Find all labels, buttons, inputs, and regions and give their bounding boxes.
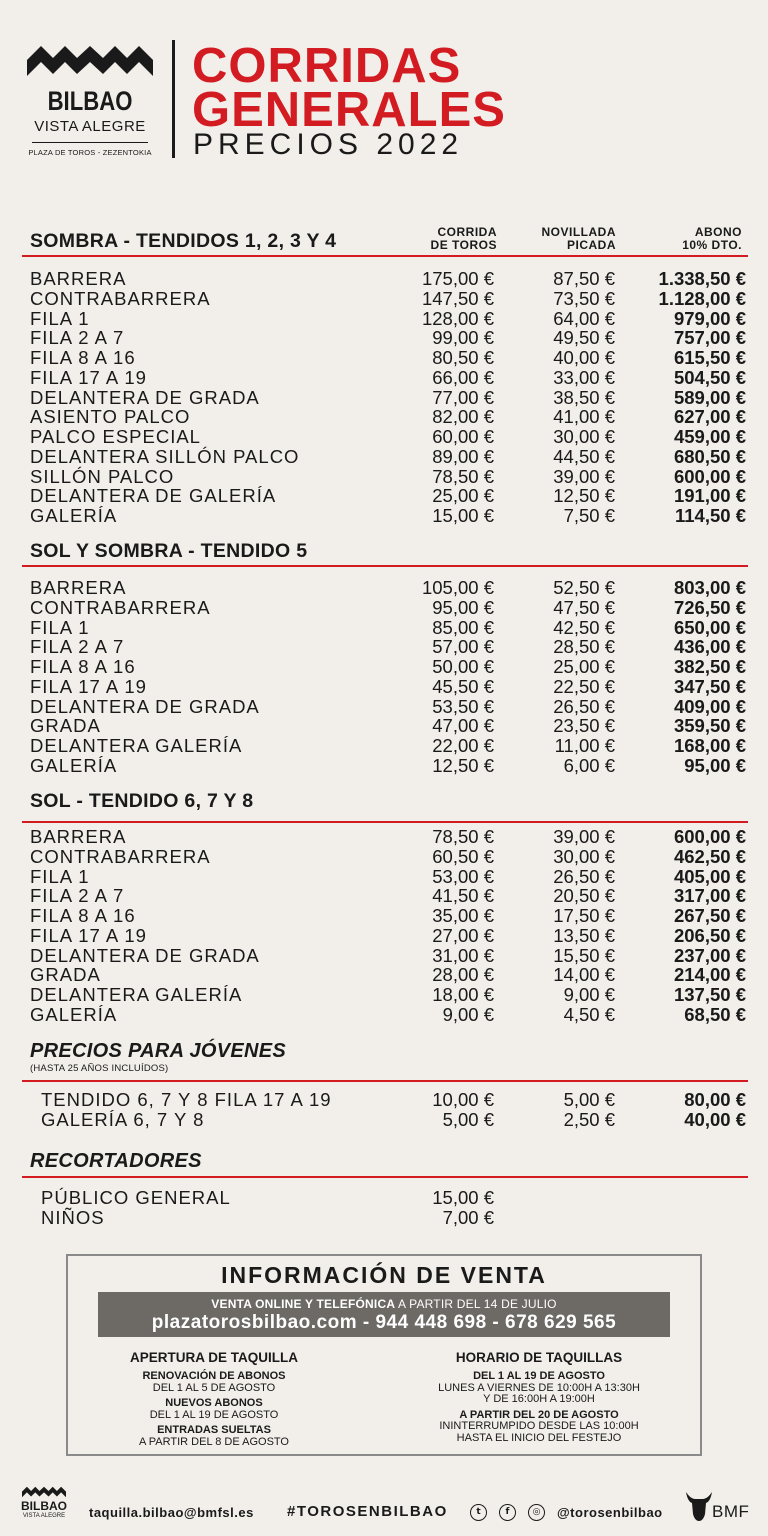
price-row: [0, 347, 768, 367]
seat-label: GALERÍA: [30, 754, 118, 776]
price-abono: 317,00 €: [673, 885, 746, 907]
price-row: [0, 984, 768, 1004]
price-novillada: 47,50 €: [553, 596, 615, 618]
online-sales-band: [98, 1292, 670, 1337]
price-novillada: 26,50 €: [553, 695, 615, 717]
price-abono: 600,00 €: [673, 826, 746, 847]
price-abono: 114,50 €: [675, 505, 746, 526]
facebook-icon[interactable]: f: [499, 1504, 516, 1521]
price-novillada: 73,50 €: [553, 287, 615, 309]
hours-item-text: LUNES A VIERNES DE 10:00H A 13:30H: [438, 1381, 640, 1394]
price-abono: 80,00 €: [684, 1089, 746, 1110]
logo-subtitle: VISTA ALEGRE: [34, 118, 146, 135]
box-office-hours-title: HORARIO DE TAQUILLAS: [455, 1350, 623, 1365]
price-corrida: 60,50 €: [432, 845, 494, 867]
seat-label: GALERÍA: [30, 505, 118, 526]
price-abono: 237,00 €: [673, 944, 746, 966]
seat-label: FILA 1: [30, 307, 90, 329]
brand-name: BMF: [712, 1502, 750, 1521]
price-corrida: 41,50 €: [432, 885, 494, 907]
price-novillada: 28,50 €: [553, 636, 615, 658]
price-abono: 650,00 €: [673, 616, 746, 638]
price-row: [0, 925, 768, 945]
price-abono: 347,50 €: [673, 675, 746, 697]
seat-label: NIÑOS: [41, 1206, 105, 1228]
price-corrida: 57,00 €: [432, 636, 494, 658]
price-corrida: 12,50 €: [432, 754, 494, 776]
seat-label: DELANTERA DE GRADA: [30, 386, 260, 408]
box-office-opening-list: [98, 1371, 330, 1448]
sales-info-title: INFORMACIÓN DE VENTA: [221, 1262, 547, 1288]
opening-item-date: DEL 1 AL 19 DE AGOSTO: [149, 1408, 279, 1421]
section-title: SOL - TENDIDO 6, 7 Y 8: [30, 790, 254, 812]
seat-label: SILLÓN PALCO: [30, 465, 175, 487]
price-row: [0, 696, 768, 716]
price-row: [0, 505, 768, 525]
price-novillada: 14,00 €: [553, 964, 615, 986]
online-sales-date: A PARTIR DEL 14 DE JULIO: [395, 1297, 557, 1311]
seat-label: FILA 8 A 16: [30, 347, 136, 368]
seat-label: FILA 8 A 16: [30, 656, 136, 677]
seat-label: FILA 2 A 7: [30, 636, 125, 658]
price-row: [0, 426, 768, 446]
price-row: [0, 656, 768, 676]
page-title-line2: GENERALES: [192, 83, 506, 137]
price-abono: 627,00 €: [673, 406, 746, 428]
seat-label: BARRERA: [30, 268, 127, 289]
section-divider: [22, 255, 748, 257]
price-novillada: 33,00 €: [553, 366, 615, 388]
instagram-icon[interactable]: ◎: [528, 1504, 545, 1521]
hours-item-text: ININTERRUMPIDO DESDE LAS 10:00H: [439, 1420, 639, 1432]
seat-label: FILA 17 A 19: [30, 366, 147, 388]
price-corrida: 85,00 €: [432, 616, 494, 638]
seat-label: DELANTERA GALERÍA: [30, 984, 243, 1005]
price-abono: 137,50 €: [673, 984, 746, 1005]
seat-label: PALCO ESPECIAL: [30, 426, 201, 447]
price-novillada: 22,50 €: [553, 675, 615, 697]
seat-label: BARRERA: [30, 577, 127, 598]
price-corrida: 105,00 €: [421, 577, 494, 598]
footer-hashtag[interactable]: #TOROSENBILBAO: [287, 1503, 448, 1520]
price-abono: 214,00 €: [673, 964, 746, 986]
price-abono: 267,50 €: [673, 905, 746, 926]
price-corrida: 15,00 €: [432, 1187, 494, 1208]
seat-label: DELANTERA DE GRADA: [30, 944, 260, 966]
price-row: [0, 308, 768, 328]
seat-label: CONTRABARRERA: [30, 596, 211, 618]
seat-label: ASIENTO PALCO: [30, 406, 191, 428]
price-corrida: 78,50 €: [432, 465, 494, 487]
price-corrida: 9,00 €: [442, 1003, 494, 1025]
price-novillada: 4,50 €: [563, 1003, 615, 1025]
price-abono: 409,00 €: [673, 695, 746, 717]
price-abono: 191,00 €: [673, 485, 746, 507]
price-corrida: 53,00 €: [432, 865, 494, 887]
price-row: [0, 735, 768, 755]
column-header-line: NOVILLADA: [541, 225, 616, 239]
seat-label: DELANTERA SILLÓN PALCO: [30, 445, 300, 467]
section-divider: [22, 1080, 748, 1082]
price-abono: 1.338,50 €: [658, 268, 746, 289]
price-abono: 803,00 €: [673, 577, 746, 598]
price-corrida: 28,00 €: [432, 964, 494, 986]
column-header-line: PICADA: [566, 238, 616, 252]
price-row: [0, 577, 768, 597]
price-corrida: 77,00 €: [432, 386, 494, 408]
column-header-line: DE TOROS: [430, 238, 497, 252]
price-novillada: 30,00 €: [553, 426, 615, 447]
online-sales-text: [98, 1297, 670, 1311]
price-novillada: 42,50 €: [553, 616, 615, 638]
seat-label: GALERÍA: [30, 1003, 118, 1025]
price-corrida: 175,00 €: [421, 268, 494, 289]
price-row: [0, 327, 768, 347]
hours-item-text: HASTA EL INICIO DEL FESTEJO: [456, 1431, 622, 1444]
price-novillada: 25,00 €: [553, 656, 615, 677]
bilbao-logo-mark: [27, 46, 153, 76]
price-novillada: 41,00 €: [553, 406, 615, 428]
price-novillada: 39,00 €: [553, 826, 615, 847]
footer-email[interactable]: taquilla.bilbao@bmfsl.es: [89, 1505, 254, 1520]
price-corrida: 5,00 €: [442, 1108, 494, 1130]
price-row: [0, 1187, 768, 1207]
price-row: [0, 387, 768, 407]
online-sales-label: VENTA ONLINE Y TELEFÓNICA: [211, 1297, 396, 1311]
price-row: [0, 466, 768, 486]
price-abono: 459,00 €: [673, 426, 746, 447]
price-abono: 504,50 €: [673, 366, 746, 388]
price-corrida: 95,00 €: [432, 596, 494, 618]
price-novillada: 52,50 €: [553, 577, 615, 598]
footer-logo-mark: [22, 1486, 66, 1498]
opening-item-label: RENOVACIÓN DE ABONOS: [142, 1370, 286, 1382]
column-header-line: CORRIDA: [437, 225, 497, 239]
price-corrida: 45,50 €: [432, 675, 494, 697]
price-abono: 168,00 €: [673, 735, 746, 756]
footer-logo-sub: VISTA ALEGRE: [22, 1513, 66, 1519]
price-corrida: 35,00 €: [432, 905, 494, 926]
price-novillada: 26,50 €: [553, 865, 615, 887]
price-row: [0, 846, 768, 866]
price-novillada: 40,00 €: [553, 347, 615, 368]
hours-item-label: A PARTIR DEL 20 DE AGOSTO: [459, 1408, 619, 1421]
price-corrida: 128,00 €: [421, 307, 494, 329]
price-row: [0, 826, 768, 846]
seat-label: GALERÍA 6, 7 Y 8: [41, 1108, 205, 1130]
price-corrida: 7,00 €: [442, 1206, 494, 1228]
logo-divider: [32, 142, 148, 143]
price-corrida: 22,00 €: [432, 735, 494, 756]
price-row: [0, 485, 768, 505]
box-office-hours-list: [414, 1371, 664, 1444]
seat-label: FILA 17 A 19: [30, 675, 147, 697]
section-divider: [22, 1176, 748, 1178]
logo-place: PLAZA DE TOROS - ZEZENTOKIA: [28, 148, 152, 157]
price-abono: 757,00 €: [673, 327, 746, 349]
price-corrida: 10,00 €: [432, 1089, 494, 1110]
price-row: [0, 964, 768, 984]
price-row: [0, 715, 768, 735]
price-corrida: 78,50 €: [432, 826, 494, 847]
footer: [0, 1480, 768, 1536]
footer-logo-name: BILBAO: [21, 1499, 67, 1513]
seat-label: FILA 2 A 7: [30, 885, 125, 907]
price-row: [0, 1004, 768, 1024]
column-header-novillada: [542, 226, 617, 252]
price-corrida: 27,00 €: [432, 924, 494, 946]
section-title: RECORTADORES: [30, 1150, 202, 1172]
price-abono: 40,00 €: [684, 1108, 746, 1130]
seat-label: FILA 1: [30, 616, 90, 638]
price-novillada: 30,00 €: [553, 845, 615, 867]
opening-item-label: ENTRADAS SUELTAS: [157, 1424, 271, 1436]
section-title: PRECIOS PARA JÓVENES: [30, 1040, 287, 1062]
price-abono: 589,00 €: [673, 386, 746, 408]
price-novillada: 64,00 €: [553, 307, 615, 329]
seat-label: CONTRABARRERA: [30, 287, 211, 309]
section-title: SOMBRA - TENDIDOS 1, 2, 3 Y 4: [30, 230, 337, 252]
price-corrida: 66,00 €: [432, 366, 494, 388]
price-novillada: 11,00 €: [554, 735, 615, 756]
price-abono: 405,00 €: [673, 865, 746, 887]
price-corrida: 147,50 €: [421, 287, 494, 309]
footer-handle[interactable]: @torosenbilbao: [557, 1505, 663, 1520]
price-abono: 615,50 €: [673, 347, 746, 368]
price-novillada: 38,50 €: [553, 386, 615, 408]
hours-item-label: DEL 1 AL 19 DE AGOSTO: [473, 1370, 605, 1382]
opening-item-date: DEL 1 AL 5 DE AGOSTO: [152, 1381, 276, 1394]
price-novillada: 9,00 €: [563, 984, 615, 1005]
price-abono: 206,50 €: [673, 924, 746, 946]
price-novillada: 49,50 €: [553, 327, 615, 349]
price-corrida: 15,00 €: [432, 505, 494, 526]
price-novillada: 44,50 €: [553, 445, 615, 467]
price-row: [0, 1207, 768, 1227]
price-corrida: 18,00 €: [432, 984, 494, 1005]
price-row: [0, 597, 768, 617]
price-novillada: 6,00 €: [563, 754, 615, 776]
column-header-line: ABONO: [694, 225, 742, 239]
column-header-abono: [682, 226, 742, 252]
price-corrida: 80,50 €: [432, 347, 494, 368]
price-novillada: 5,00 €: [563, 1089, 615, 1110]
price-novillada: 7,50 €: [563, 505, 615, 526]
twitter-icon[interactable]: t: [470, 1504, 487, 1521]
price-abono: 462,50 €: [673, 845, 746, 867]
price-row: [0, 676, 768, 696]
seat-label: BARRERA: [30, 826, 127, 847]
price-corrida: 89,00 €: [432, 445, 494, 467]
seat-label: TENDIDO 6, 7 Y 8 FILA 17 A 19: [41, 1089, 332, 1110]
price-abono: 68,50 €: [684, 1003, 746, 1025]
price-row: [0, 1109, 768, 1129]
price-row: [0, 885, 768, 905]
price-novillada: 87,50 €: [553, 268, 615, 289]
price-corrida: 53,50 €: [432, 695, 494, 717]
price-corrida: 99,00 €: [432, 327, 494, 349]
seat-label: FILA 2 A 7: [30, 327, 125, 349]
price-row: [0, 446, 768, 466]
price-novillada: 20,50 €: [553, 885, 615, 907]
seat-label: FILA 17 A 19: [30, 924, 147, 946]
price-novillada: 39,00 €: [553, 465, 615, 487]
seat-label: FILA 1: [30, 865, 90, 887]
price-row: [0, 288, 768, 308]
price-row: [0, 636, 768, 656]
price-row: [0, 905, 768, 925]
price-novillada: 2,50 €: [563, 1108, 615, 1130]
price-corrida: 82,00 €: [432, 406, 494, 428]
price-row: [0, 406, 768, 426]
price-novillada: 12,50 €: [553, 485, 615, 507]
price-novillada: 15,50 €: [553, 944, 615, 966]
price-novillada: 17,50 €: [553, 905, 615, 926]
price-abono: 600,00 €: [673, 465, 746, 487]
seat-label: PÚBLICO GENERAL: [41, 1187, 231, 1208]
box-office-opening-title: APERTURA DE TAQUILLA: [130, 1350, 298, 1365]
page-title-line1: CORRIDAS: [192, 39, 462, 93]
price-abono: 359,50 €: [673, 715, 746, 737]
seat-label: CONTRABARRERA: [30, 845, 211, 867]
header-divider: [172, 40, 175, 158]
price-row: [0, 1089, 768, 1109]
page-subtitle: PRECIOS 2022: [193, 128, 464, 161]
opening-item-label: NUEVOS ABONOS: [165, 1397, 263, 1409]
seat-label: GRADA: [30, 715, 101, 737]
price-corrida: 25,00 €: [432, 485, 494, 507]
price-row: [0, 268, 768, 288]
price-corrida: 47,00 €: [432, 715, 494, 737]
price-abono: 382,50 €: [673, 656, 746, 677]
bull-icon: [684, 1488, 714, 1522]
price-abono: 1.128,00 €: [658, 287, 746, 309]
column-header-corrida: [431, 226, 497, 252]
price-row: [0, 755, 768, 775]
price-corrida: 50,00 €: [432, 656, 494, 677]
section-divider: [22, 565, 748, 567]
price-row: [0, 866, 768, 886]
section-title: SOL Y SOMBRA - TENDIDO 5: [30, 540, 308, 562]
price-row: [0, 367, 768, 387]
seat-label: FILA 8 A 16: [30, 905, 136, 926]
price-row: [0, 945, 768, 965]
seat-label: DELANTERA GALERÍA: [30, 735, 243, 756]
seat-label: DELANTERA DE GRADA: [30, 695, 260, 717]
opening-item-date: A PARTIR DEL 8 DE AGOSTO: [139, 1435, 289, 1448]
hours-item-text: Y DE 16:00H A 19:00H: [483, 1393, 595, 1405]
price-abono: 95,00 €: [684, 754, 746, 776]
price-row: [0, 617, 768, 637]
price-corrida: 60,00 €: [432, 426, 494, 447]
price-abono: 436,00 €: [673, 636, 746, 658]
seat-label: GRADA: [30, 964, 101, 986]
price-abono: 979,00 €: [673, 307, 746, 329]
price-novillada: 13,50 €: [553, 924, 615, 946]
price-novillada: 23,50 €: [553, 715, 615, 737]
price-abono: 680,50 €: [673, 445, 746, 467]
logo-name: BILBAO: [47, 86, 133, 116]
column-header-line: 10% DTO.: [682, 238, 742, 252]
price-corrida: 31,00 €: [432, 944, 494, 966]
price-abono: 726,50 €: [673, 596, 746, 618]
section-divider: [22, 821, 748, 823]
contact-line[interactable]: plazatorosbilbao.com - 944 448 698 - 678 629 565: [151, 1312, 617, 1333]
section-note: (HASTA 25 AÑOS INCLUÍDOS): [30, 1063, 169, 1074]
seat-label: DELANTERA DE GALERÍA: [30, 485, 277, 507]
